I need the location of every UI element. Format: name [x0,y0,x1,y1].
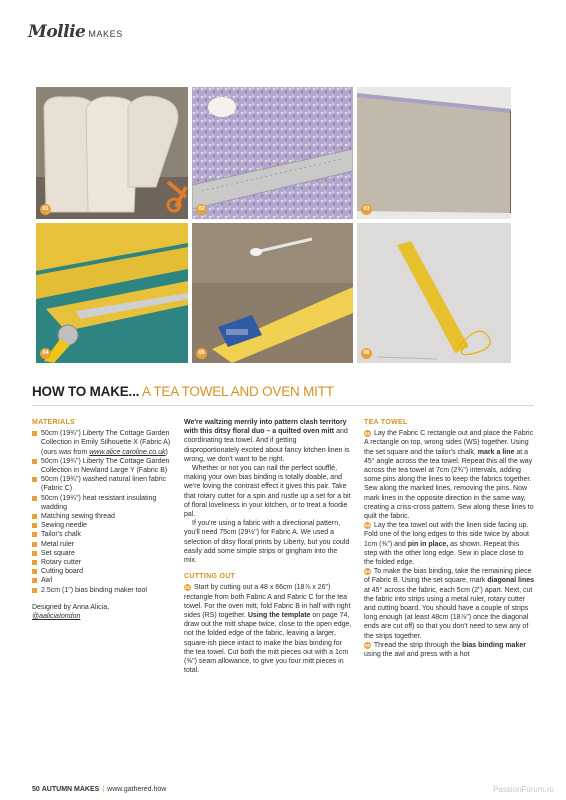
materials-item [32,429,172,457]
materials-item-text: 2.5cm (1") bias binding maker tool [41,586,147,594]
materials-item-text: 50cm (19¾") Liberty The Cottage Garden Collection in Emily Silhouette X (Fabric A) (ours was from www.alice caroline.co.uk) [41,430,171,456]
photo-step-06 [357,223,511,363]
floral-fabric-ruler-image [192,87,353,219]
materials-item [32,540,172,549]
intro-paragraph-1 [184,418,352,464]
photo-step-03 [357,87,511,219]
brand-script: Mollie [28,22,86,42]
tea-towel-step-03: 03 Lay the tea towel out with the linen side facing up. Fold one of the long edges to this side twice by about 1cm (⅜") and pin in place, as shown. Repeat this step with the other long edge. Sew in place close to the folded edge. [364,522,529,567]
materials-item [32,457,172,475]
materials-item-text: Sewing needle [41,522,87,530]
photo-number-badge: 03 [361,204,372,215]
magazine-header [28,22,123,42]
intro-lead-bold: We're waltzing merrily into pattern clash territory with this ditsy floral duo – a quilted oven mitt [184,419,347,436]
photo-number-badge: 02 [196,204,207,215]
page-footer: 50 AUTUMN MAKES | www.gathered.how [32,786,167,793]
bullet-square-icon [32,496,37,501]
bullet-square-icon [32,578,37,583]
linen-edge-pinned-image [357,87,511,219]
materials-item-text: Cutting board [41,568,84,576]
materials-item [32,549,172,558]
fabric-strips-cutter-image [36,223,188,363]
materials-item-text: Rotary cutter [41,559,82,567]
section-title-light: A TEA TOWEL AND OVEN MITT [139,384,334,399]
step-number-badge: 01 [184,585,190,591]
photo-step-04 [36,223,188,363]
bullet-square-icon [32,560,37,565]
bullet-square-icon [32,551,37,556]
intro-paragraph-3: If you're using a fabric with a directional pattern, you'll need 75cm (29½") for Fabric A. We used a selection of ditsy floral prints by Liberty, but you could easily add some simple strips or gingham into the mix. [184,520,350,565]
materials-heading: MATERIALS [32,419,76,426]
designer-credit [32,603,172,621]
materials-column [32,418,172,621]
section-title [32,384,334,399]
intro-column [184,418,352,675]
materials-item-text: 50cm (19¾") heat resistant insulating wadding [41,494,157,511]
bullet-square-icon [32,477,37,482]
materials-list [32,429,172,595]
step-number-badge: 04 [364,568,370,574]
page-number: 50 [32,786,40,793]
brand-word: MAKES [88,29,123,39]
materials-item [32,521,172,530]
materials-item [32,512,172,521]
tea-towel-step-04: 04 To make the bias binding, take the remaining piece of Fabric B. Using the set square, mark diagonal lines at 45° across the fabric, each 5cm (2") apart. Next, cut the fabric into strips using a metal ruler, rotary cutter and cutting board. You should have a couple of strips long enough (at least 48cm (18⅞") once the diagonal ends are cut off) so that you don't need to sew any of the strips together. [364,568,535,640]
magazine-name: AUTUMN MAKES [41,786,100,793]
bias-binding-maker-image [192,223,353,363]
binding-strip-thread-image [357,223,511,363]
materials-item [32,586,172,595]
step-number-badge: 02 [364,430,370,436]
bullet-square-icon [32,542,37,547]
materials-item-text: Awl [41,577,53,585]
materials-item [32,530,172,539]
materials-item-text: Metal ruler [41,540,75,548]
oven-mitt-cutouts-image [36,87,188,219]
watermark: PassionForum.ru [493,785,554,794]
bullet-square-icon [32,532,37,537]
photo-number-badge: 01 [40,204,51,215]
photo-step-05 [192,223,353,363]
step-number-badge: 03 [364,522,370,528]
step-number-badge: 05 [364,642,370,648]
materials-item [32,576,172,585]
bullet-square-icon [32,523,37,528]
designer-line: Designed by Anna Alicia, [32,603,110,611]
tea-towel-step-05: 05 Thread the strip through the bias binding maker using the awl and press with a hot [364,641,526,659]
photo-number-badge: 05 [196,348,207,359]
bullet-square-icon [32,431,37,436]
materials-item-text: 50cm (19¾") washed natural linen fabric (Fabric C) [41,476,167,493]
cutting-out-step-01: 01 Start by cutting out a 48 x 66cm (18⅞ x 26") rectangle from both Fabric A and Fabric C for the tea towel. For the oven mitt, fold Fabric B in half with right sides (RS) together. Using the template on page 74, draw out the mitt shape twice, close to the open edge, not the folded edge of the fabric, leaving a larger, square-ish piece intact to make the bias binding for the tea towel. Cut both the mitt pieces out with a 1cm (⅜") seam allowance, to give you four mitt pieces in total. [184,584,352,675]
materials-item-text: Tailor's chalk [41,531,81,539]
intro-lead-rest: and coordinating tea towel. And if getting disproportionately excited about fancy kitchen linen is wrong, we don't want to be right. [184,428,350,463]
bullet-square-icon [32,569,37,574]
section-title-bold: HOW TO MAKE... [32,384,140,399]
tea-towel-heading: TEA TOWEL [364,419,408,426]
tea-towel-column [364,418,534,659]
intro-paragraph-2: Whether or not you can nail the perfect soufflé, making your own bias binding is totally doable, and we're loving the contrast effect it gives this pair. Take that rotary cutter for a spin and rustle up a set for a bit of floral loveliness in your kitchen, or to treat a foodie pal. [184,465,351,519]
section-divider [32,405,534,406]
photo-step-01 [36,87,188,219]
photo-step-02 [192,87,353,219]
supplier-link[interactable]: www.alice caroline.co.uk [89,448,166,456]
tea-towel-step-02: 02 Lay the Fabric C rectangle out and place the Fabric A rectangle on top, wrong sides (WS) together. Using the set square and the tailor's chalk, mark a line at a 45° angle across the tea towel. Repeat this all the way across the tea towel at 7cm (2¾") intervals, adding some pins along the lines to keep the fabrics together. Sew along the marked lines, removing the pins. Now mark lines in the opposite direction in the same way, creating a criss-cross pattern. Sew along these lines to quilt the fabric. [364,430,534,521]
cutting-out-heading: CUTTING OUT [184,573,236,581]
bullet-square-icon [32,459,37,464]
website-link[interactable]: www.gathered.how [107,786,167,793]
materials-item [32,475,172,493]
photo-number-badge: 04 [40,348,51,359]
photo-number-badge: 06 [361,348,372,359]
materials-item [32,558,172,567]
materials-item-text: Set square [41,549,75,557]
bullet-square-icon [32,588,37,593]
bullet-square-icon [32,514,37,519]
materials-item-text: 50cm (19¾") Liberty The Cottage Garden Collection in Newland Large Y (Fabric B) [41,457,170,475]
materials-item [32,567,172,576]
designer-handle-link[interactable]: @aaliciaIondon [32,613,81,621]
materials-item [32,494,172,512]
materials-item-text: Matching sewing thread [41,513,115,521]
